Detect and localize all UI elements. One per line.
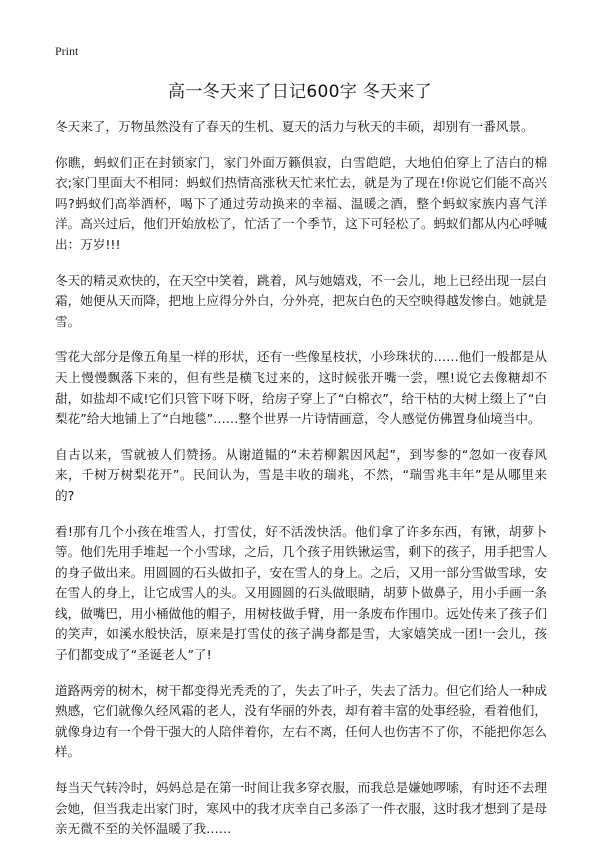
paragraph: 雪花大部分是像五角星一样的形状，还有一些像星枝状，小珍珠状的……他们一般都是从天上慢慢飘落下来的，但有些是横飞过来的，这时候张开嘴一尝，嘿!说它去像糖却不甜，如盐却不咸!它们只管下呀下呀，给房子穿上了“白棉衣”，给干枯的大树上缀上了“白梨花”给大地铺上了“白地毯”……整个世界一片诗情画意，令人感觉仿佛置身仙境当中。 bbox=[55, 349, 547, 427]
article-title: 高一冬天来了日记600字 冬天来了 bbox=[168, 82, 432, 102]
paragraph: 道路两旁的树木，树干都变得光秃秃的了，失去了叶子，失去了活力。但它们给人一种成熟感，它们就像久经风霜的老人，没有华丽的外表，却有着丰富的处事经验，看着他们，就像身边有一个骨干强大的人陪伴着你，左右不离，任何人也伤害不了你，不能把你怎么样。 bbox=[55, 682, 547, 760]
article-body bbox=[55, 117, 547, 855]
paragraph: 自古以来，雪就被人们赞扬。从谢道韫的“未若柳絮因风起”，到岑参的“忽如一夜春风来，千树万树梨花开”。民间认为，雪是丰收的瑞兆，不然，“瑞雪兆丰年”是从哪里来的? bbox=[55, 446, 547, 503]
paragraph: 看!那有几个小孩在堆雪人，打雪仗，好不活泼快活。他们拿了许多东西，有锹，胡萝卜等。他们先用手堆起一个小雪球，之后，几个孩子用铁锹运雪，剩下的孩子，用手把雪人的身子做出来。用圆圆的石头做扣子，安在雪人的身上。之后，又用一部分雪做雪球，安在雪人的身上，让它成雪人的头。又用圆圆的石头做眼睛，胡萝卜做鼻子，用小手画一条线，做嘴巴，用小桶做他的帽子，用树枝做手臂，用一条废布作围巾。远处传来了孩子们的笑声，如溪水般快活，原来是打雪仗的孩子满身都是雪，大家嬉笑成一团!一会儿，孩子们都变成了“圣诞老人”了! bbox=[55, 523, 547, 663]
paragraph: 你瞧，蚂蚁们正在封锁家门，家门外面万籁俱寂，白雪皑皑，大地伯伯穿上了洁白的棉衣;家门里面大不相同：蚂蚁们热情高涨秋天忙来忙去，就是为了现在!你说它们能不高兴吗?蚂蚁们高举酒杯，喝下了通过劳动换来的幸福、温暖之酒，整个蚂蚁家族内喜气洋洋。高兴过后，他们开始放松了，忙活了一个季节，这下可轻松了。蚂蚁们都从内心呼喊出：万岁!!! bbox=[55, 154, 547, 252]
paragraph: 冬天来了，万物虽然没有了春天的生机、夏天的活力与秋天的丰硕，却别有一番风景。 bbox=[55, 119, 534, 134]
print-link[interactable]: Print bbox=[55, 44, 79, 58]
paragraph: 冬天的精灵欢快的，在天空中笑着，跳着，风与她嬉戏，不一会儿，地上已经出现一层白霜，她便从天而降，把地上应得分外白，分外亮，把灰白色的天空映得越发惨白。她就是雪。 bbox=[55, 272, 547, 329]
paragraph: 每当天气转冷时，妈妈总是在第一时间让我多穿衣服，而我总是嫌她啰嗦，有时还不去理会她，但当我走出家门时，寒风中的我才庆幸自己多添了一件衣服，这时我才想到了是母亲无微不至的关怀温暖了我…… bbox=[55, 780, 547, 837]
